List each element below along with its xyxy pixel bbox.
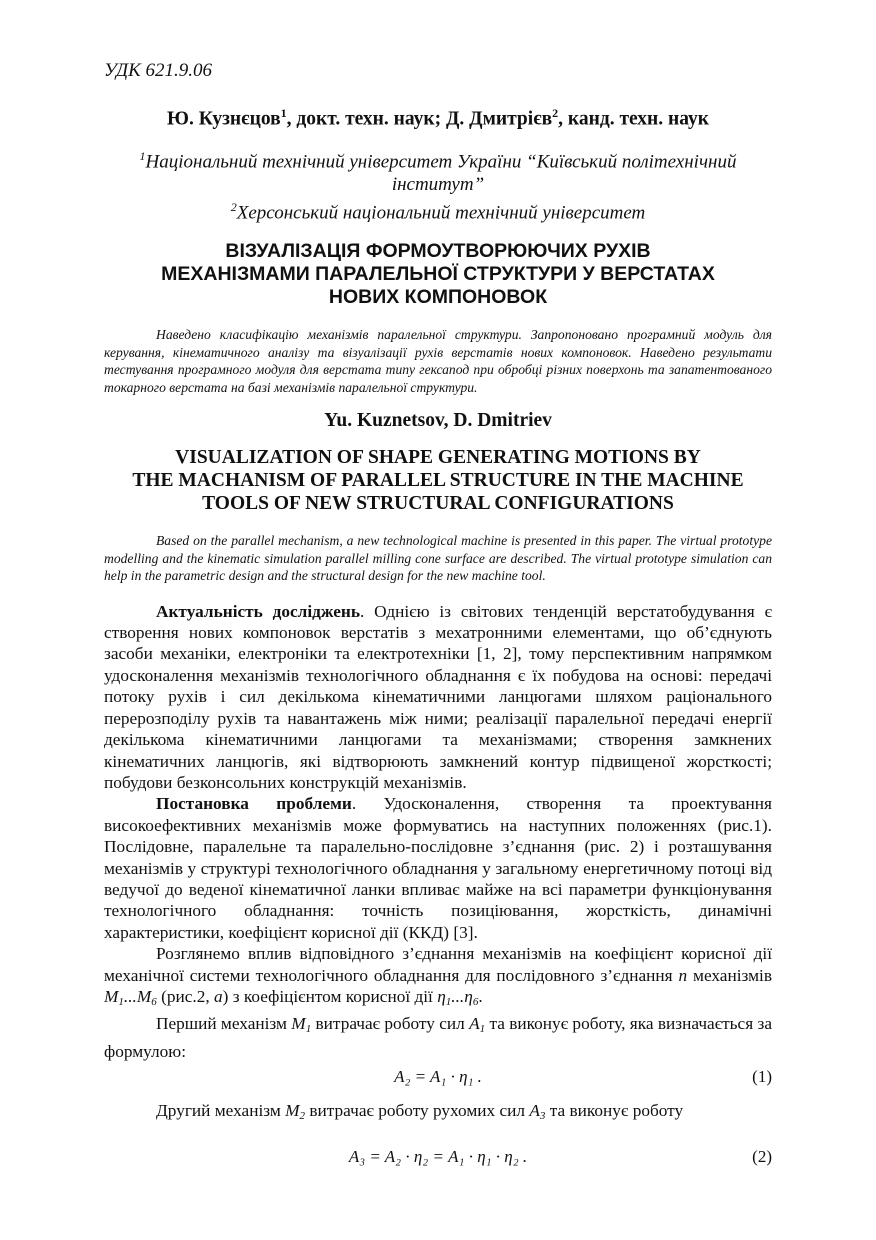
paragraph-relevance-text: . Однією із світових тенденцій верстатобудування є створення нових компоновок верстатів з мехатронними елементами, що об’єднують засоби механіки, електроніки та електротехніки [1, 2], тому перспективним напрямком удосконалення механізмів технологічного обладнання є їх побудова на основі: передачі потоку рухів і сил декількома кінематичними ланцюгами шляхом раціонального перерозподілу рухів та навантажень між ними; реалізації паралельної передачі енергії декількома кінематичними ланцюгами та механізмами; створення замкнених кінематичних ланцюгів, які відтворюють замкнений контур підвищеної жорсткості; побудови безконсольних конструкцій механізмів. xyxy=(104,601,772,792)
paper-title-en xyxy=(104,446,772,515)
equation-1-expr: A₂ = A₁ · η₁ . xyxy=(394,1067,482,1087)
subscript: 1 xyxy=(305,1023,312,1036)
text-segment: витрачає роботу рухомих сил xyxy=(305,1101,530,1121)
author-1-degree: , докт. техн. наук; xyxy=(286,108,447,130)
subscript: 6 xyxy=(472,995,479,1008)
equation-1-number: (1) xyxy=(752,1067,772,1087)
paragraph-connection xyxy=(104,943,772,1013)
var-m: ...M xyxy=(123,986,152,1006)
heading-problem: Постановка проблеми xyxy=(156,794,352,814)
title-en-line-2: THE MACHANISM OF PARALLEL STRUCTURE IN THE MACHINE xyxy=(132,470,744,492)
equation-2-number: (2) xyxy=(752,1146,772,1166)
var-m: M xyxy=(291,1014,306,1034)
equation-2 xyxy=(104,1142,772,1170)
title-en-line-1: VISUALIZATION OF SHAPE GENERATING MOTIONS BY xyxy=(175,447,701,469)
title-ua-line-1: ВІЗУАЛІЗАЦІЯ ФОРМОУТВОРЮЮЧИХ РУХІВ xyxy=(225,240,651,263)
paper-title-ua xyxy=(104,240,772,309)
title-ua-line-3: НОВИХ КОМПОНОВОК xyxy=(328,286,548,309)
title-en-line-3: TOOLS OF NEW STRUCTURAL CONFIGURATIONS xyxy=(202,493,674,515)
abstract-en: Based on the parallel mechanism, a new technological machine is presented in this paper. The virtual prototype modelling and the kinematic simulation parallel milling cone surface are described. The virtual prototype simulation can help in the parametric design and the structural design for the new machine tool. xyxy=(104,533,772,584)
var-a: A xyxy=(529,1101,540,1121)
text-segment: ) з коефіцієнтом корисної дії xyxy=(222,986,438,1006)
var-m: M xyxy=(104,986,119,1006)
text-segment: (рис.2, xyxy=(156,986,215,1006)
paragraph-first-mechanism xyxy=(104,1013,772,1062)
paragraph-problem xyxy=(104,793,772,943)
text-segment: Перший механізм xyxy=(156,1014,292,1034)
affil-1: Національний технічний університет України “Київський політехнічний інститут” xyxy=(145,150,737,195)
author-2-degree: , канд. техн. наук xyxy=(558,108,710,130)
var-a: A xyxy=(469,1014,480,1034)
author-2-affil-mark: 2 xyxy=(552,106,559,120)
paper-page xyxy=(104,60,772,1170)
var-eta: η xyxy=(437,986,446,1006)
udc-code: УДК 621.9.06 xyxy=(104,60,212,81)
paragraph-problem-text: . Удосконалення, створення та проектування високоефективних механізмів може формуватись на наступних положеннях (рис.1). Послідовне, паралельне та паралельно-послідовне з’єднання (рис. 2) і розташування механізмів у структурі технологічного обладнання у загальному енергетичному потоці від ведучої до веденої кінематичної ланки впливає майже на всі параметри функціонування технологічного обладнання: точність позиціювання, жорсткість, динамічні характеристики, коефіцієнт корисної дії (ККД) [3]. xyxy=(104,794,772,942)
text-segment: Другий механізм xyxy=(156,1101,286,1121)
author-1-affil-mark: 1 xyxy=(280,106,287,120)
paragraph-relevance xyxy=(104,601,772,794)
subscript: 1 xyxy=(445,995,452,1008)
paragraph-second-mechanism xyxy=(104,1100,772,1127)
equation-1 xyxy=(104,1062,772,1090)
heading-relevance: Актуальність досліджень xyxy=(156,601,360,621)
subscript: 1 xyxy=(479,1023,486,1036)
text-segment: Розглянемо вплив відповідного з’єднання механізмів на коефіцієнт корисної дії механічної системи технологічного обладнання для послідовного з’єднання xyxy=(104,944,772,985)
var-eta: ...η xyxy=(451,986,473,1006)
affil-2-mark: 2 xyxy=(230,199,237,214)
var-n: n xyxy=(678,965,688,985)
authors-en: Yu. Kuznetsov, D. Dmitriev xyxy=(324,410,552,432)
authors-ua xyxy=(104,106,772,131)
subscript: 3 xyxy=(539,1110,546,1123)
subscript: 6 xyxy=(151,995,157,1008)
text-segment: . xyxy=(478,986,483,1006)
body-text xyxy=(104,601,772,1170)
subscript: 2 xyxy=(299,1110,306,1123)
figure-ref: а xyxy=(214,986,223,1006)
text-segment: механізмів xyxy=(687,965,773,985)
author-2: Д. Дмитрієв xyxy=(446,108,553,130)
affiliations xyxy=(104,145,772,225)
author-1: Ю. Кузнєцов xyxy=(166,108,281,130)
affil-1-mark: 1 xyxy=(139,148,146,163)
abstract-ua: Наведено класифікацію механізмів паралельної структури. Запропоновано програмний модуль для керування, кінематичного аналізу та візуалізації рухів верстатів нових компоновок. Наведено результати тестування програмного модуля для верстата типу гексапод при обробці різних поверхонь та запатентованого токарного верстата на базі механізмів паралельної структури. xyxy=(104,327,772,395)
var-m: M xyxy=(285,1101,300,1121)
subscript: 1 xyxy=(118,995,124,1008)
equation-2-expr: A₃ = A₂ · η₂ = A₁ · η₁ · η₂ . xyxy=(348,1146,528,1166)
title-ua-line-2: МЕХАНІЗМАМИ ПАРАЛЕЛЬНОЇ СТРУКТУРИ У ВЕРСТАТАХ xyxy=(161,263,715,286)
text-segment: витрачає роботу сил xyxy=(311,1014,470,1034)
affil-2: Херсонський національний технічний університет xyxy=(236,202,646,224)
text-segment: та виконує роботу, яка визначається за формулою: xyxy=(104,1014,773,1061)
text-segment: та виконує роботу xyxy=(545,1101,684,1121)
